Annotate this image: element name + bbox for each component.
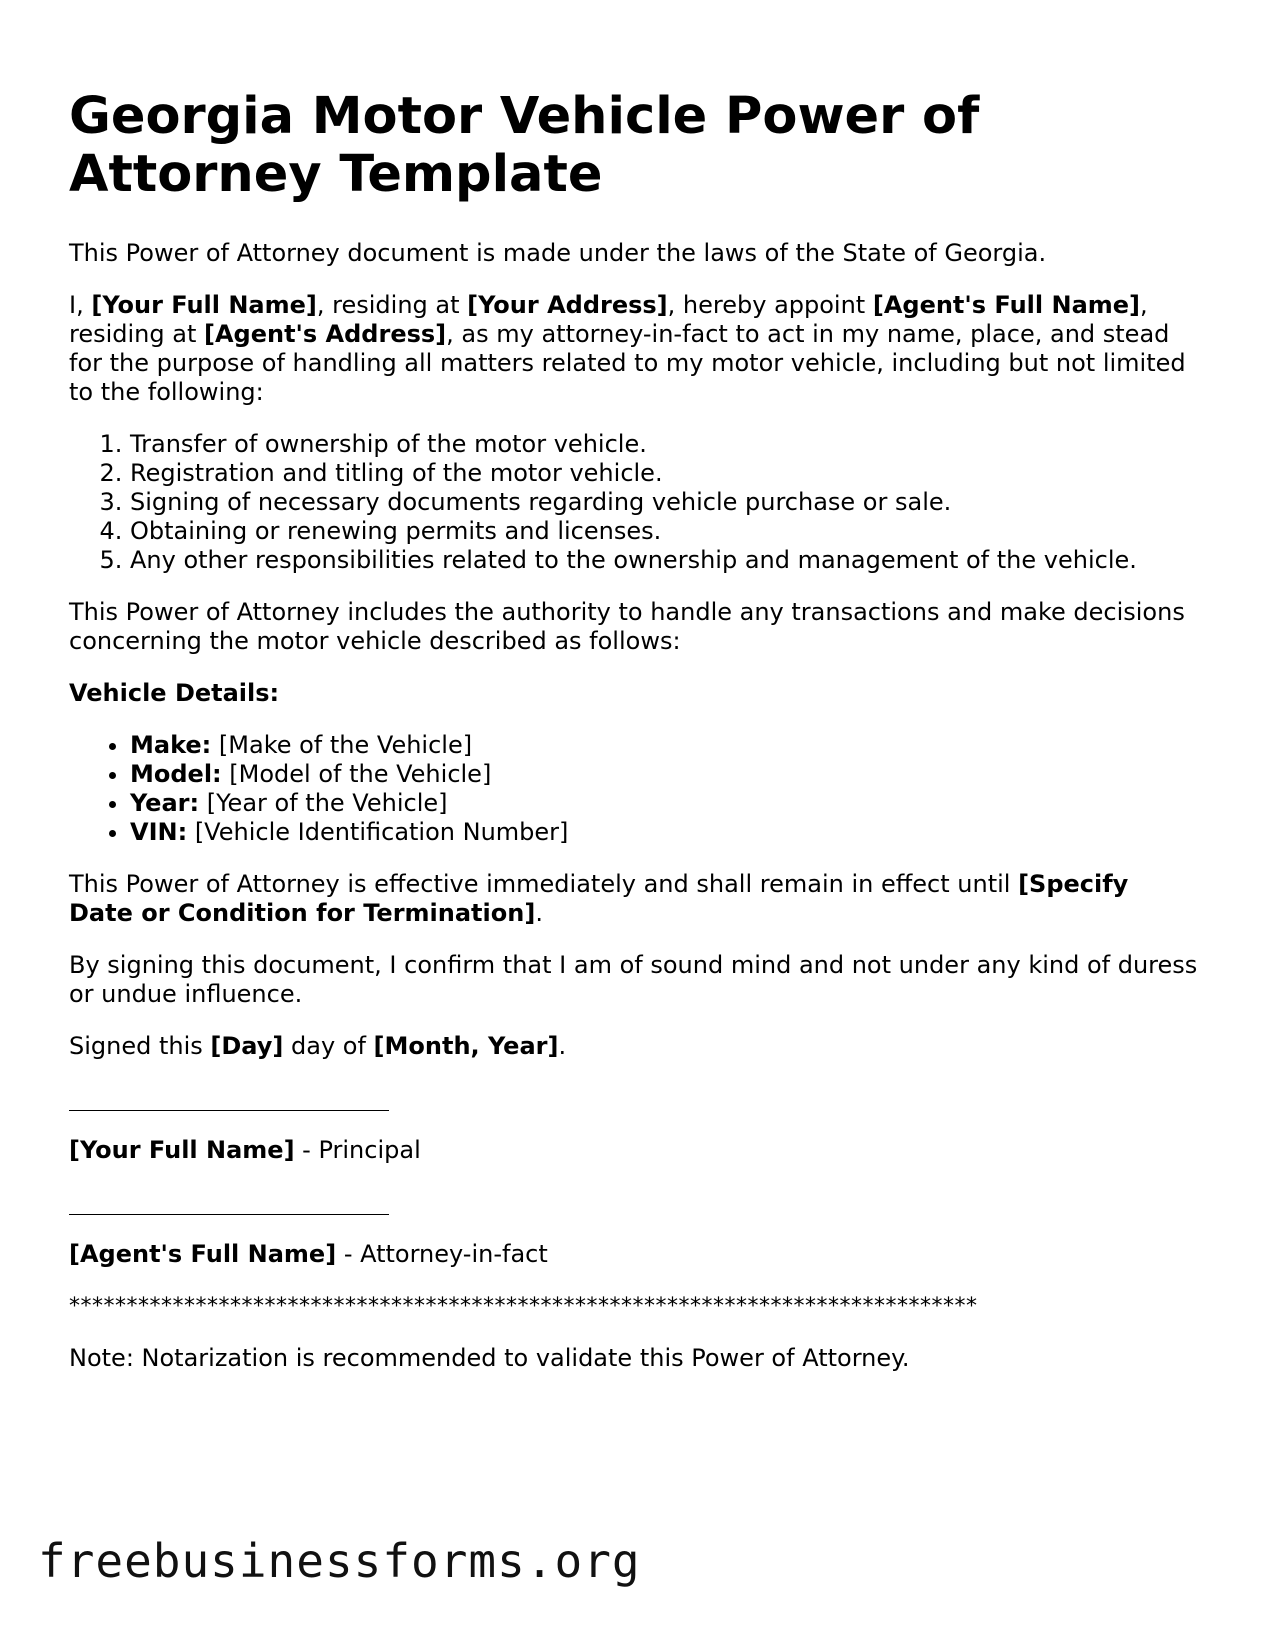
appointment-text-4: , residing at (69, 291, 1148, 348)
list-item (130, 818, 1199, 847)
separator-line: ******************************************************************************* (69, 1294, 978, 1319)
vehicle-vin-value: [Vehicle Identification Number] (187, 818, 569, 846)
appointment-paragraph (69, 291, 1199, 407)
signed-date-paragraph (69, 1032, 1199, 1061)
principal-address-placeholder: [Your Address] (467, 291, 668, 319)
principal-signature-line (69, 1084, 1199, 1113)
signed-text-3: . (558, 1032, 567, 1060)
agent-address-placeholder: [Agent's Address] (204, 320, 447, 348)
termination-placeholder: [Specify Date or Condition for Termination] (69, 870, 1129, 927)
list-item (130, 789, 1199, 818)
list-item (130, 760, 1199, 789)
list-item (130, 731, 1199, 760)
document-title: Georgia Motor Vehicle Power of Attorney Template (69, 87, 980, 204)
vehicle-vin-label: VIN: (130, 818, 188, 846)
vehicle-details-heading (69, 679, 1199, 708)
effective-end: . (535, 899, 543, 927)
list-item: 2. Registration and titling of the motor vehicle. (130, 459, 1199, 488)
confirmation-paragraph: By signing this document, I confirm that I am of sound mind and not under any kind of duress or undue influence. (69, 951, 1198, 1008)
principal-signature-name: [Your Full Name] (69, 1136, 295, 1164)
vehicle-model-value: [Model of the Vehicle] (221, 760, 492, 788)
vehicle-make-label: Make: (130, 731, 212, 759)
vehicle-year-value: [Year of the Vehicle] (199, 789, 448, 817)
footer-watermark: freebusinessforms.org (38, 1534, 641, 1588)
intro-paragraph: This Power of Attorney document is made under the laws of the State of Georgia. (69, 239, 1047, 267)
list-item: 1. Transfer of ownership of the motor vehicle. (130, 430, 1199, 459)
vehicle-model-label: Model: (130, 760, 222, 788)
day-placeholder: [Day] (210, 1032, 284, 1060)
appointment-text-5: , as my attorney-in-fact to act in my name, place, and stead for the purpose of handling all matters related to my motor vehicle, including but not limited to the following: (69, 320, 1186, 406)
agent-signature-label (69, 1240, 1199, 1269)
principal-signature-label (69, 1136, 1199, 1165)
document-page (69, 88, 1199, 1396)
month-year-placeholder: [Month, Year] (373, 1032, 559, 1060)
signed-text-2: day of (283, 1032, 374, 1060)
powers-list (69, 430, 1199, 575)
authority-paragraph: This Power of Attorney includes the authority to handle any transactions and make decisions concerning the motor vehicle described as follows: (69, 598, 1185, 655)
vehicle-details-heading-text: Vehicle Details: (69, 679, 280, 707)
principal-signature-role: - Principal (294, 1136, 421, 1164)
list-item: 4. Obtaining or renewing permits and licenses. (130, 517, 1199, 546)
notarization-note: Note: Notarization is recommended to validate this Power of Attorney. (69, 1344, 910, 1372)
appointment-text-3: , hereby appoint (667, 291, 873, 319)
signed-text-1: Signed this (69, 1032, 211, 1060)
list-item: 3. Signing of necessary documents regarding vehicle purchase or sale. (130, 488, 1199, 517)
appointment-text-1: I, (69, 291, 92, 319)
principal-name-placeholder: [Your Full Name] (91, 291, 317, 319)
effective-text: This Power of Attorney is effective immediately and shall remain in effect until (69, 870, 1019, 898)
list-item: 5. Any other responsibilities related to the ownership and management of the vehicle. (130, 546, 1199, 575)
vehicle-details-list (69, 731, 1199, 847)
appointment-text-2: , residing at (316, 291, 468, 319)
vehicle-year-label: Year: (130, 789, 200, 817)
vehicle-make-value: [Make of the Vehicle] (211, 731, 473, 759)
agent-name-placeholder: [Agent's Full Name] (872, 291, 1141, 319)
agent-signature-role: - Attorney-in-fact (336, 1240, 548, 1268)
effective-paragraph (69, 870, 1199, 928)
agent-signature-line (69, 1188, 1199, 1217)
agent-signature-name: [Agent's Full Name] (69, 1240, 337, 1268)
